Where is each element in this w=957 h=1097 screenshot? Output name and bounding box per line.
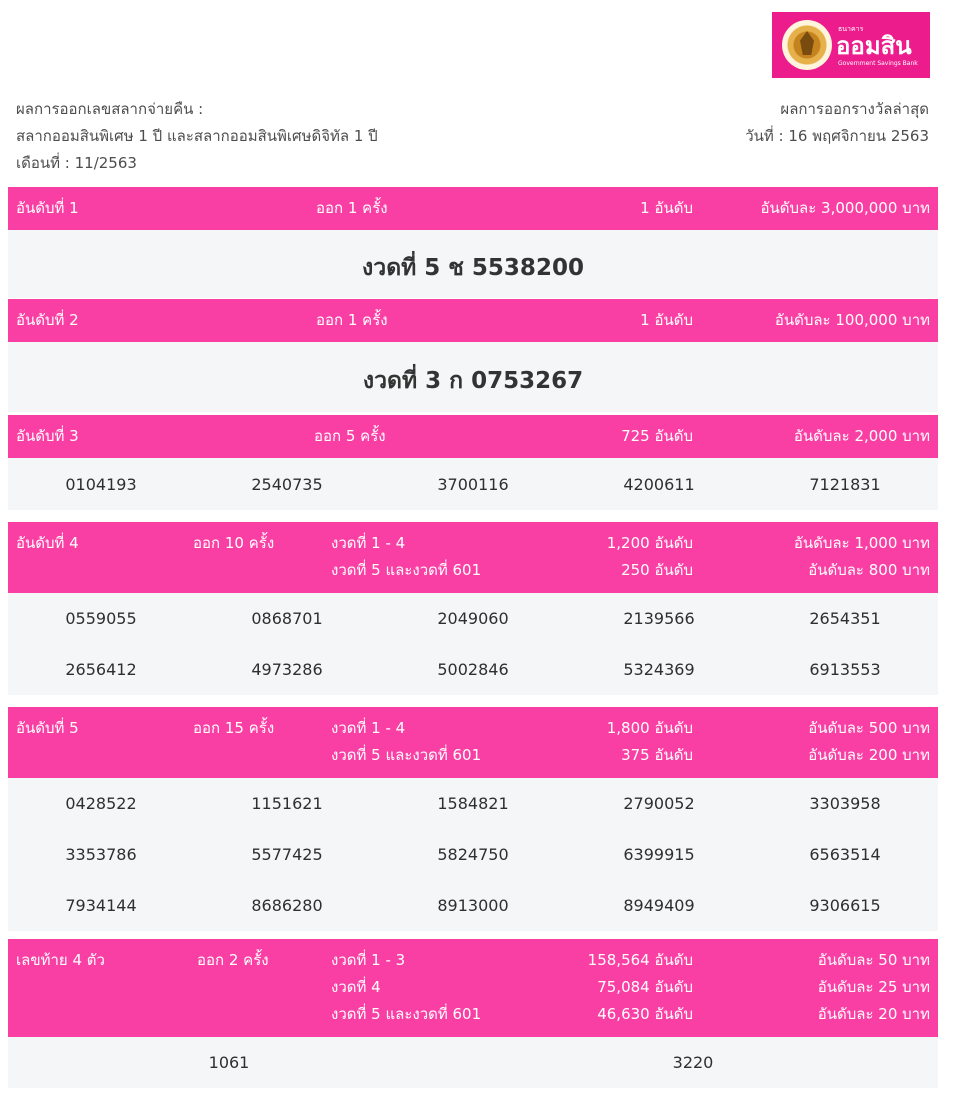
winning-number: 2049060 [437,609,509,628]
winning-numbers [8,458,938,510]
prize-winner-count: 725 อันดับ [621,427,693,445]
prize-amount: อันดับละ 1,000 บาท [793,534,930,552]
winning-number: 5002846 [437,660,509,679]
prize-header [8,939,938,1037]
winning-numbers [8,778,938,931]
winning-number: 3353786 [65,845,137,864]
prize-header [8,187,938,230]
prize-draw-count: ออก 2 ครั้ง [197,951,269,969]
logo-name: ออมสิน [836,32,912,60]
prize-period: งวดที่ 5 และงวดที่ 601 [331,746,482,764]
winning-number: 2139566 [623,609,695,628]
prize-label: อันดับที่ 4 [16,534,79,552]
prize-period: งวดที่ 1 - 3 [331,951,406,969]
prize-header [8,299,938,342]
prize-winner-count: 1 อันดับ [640,199,693,217]
prize-period: งวดที่ 1 - 4 [331,534,406,552]
lottery-type: สลากออมสินพิเศษ 1 ปี และสลากออมสินพิเศษดิจิทัล 1 ปี [16,127,378,145]
winning-number: 0868701 [251,609,323,628]
winning-number: 2790052 [623,794,695,813]
winning-number: 4973286 [251,660,323,679]
prize-winner-count: 46,630 อันดับ [597,1005,693,1023]
prize-period: งวดที่ 4 [331,978,381,996]
winning-number: 4200611 [623,475,695,494]
prize-label: อันดับที่ 1 [16,199,79,217]
prize-draw-count: ออก 10 ครั้ง [193,534,275,552]
winning-number: 6913553 [809,660,881,679]
prize-header [8,522,938,593]
prize-result [8,342,938,412]
result-title: ผลการออกเลขสลากจ่ายคืน : [16,100,204,118]
bank-logo [772,12,930,78]
winning-number: 6399915 [623,845,695,864]
winning-number: 0104193 [65,475,137,494]
prize-amount: อันดับละ 25 บาท [817,978,930,996]
prize-amount: อันดับละ 50 บาท [817,951,930,969]
winning-number: 7121831 [809,475,881,494]
prize-result [8,230,938,298]
latest-draw-info [745,96,929,150]
winning-number: 7934144 [65,896,137,915]
prize-label: อันดับที่ 5 [16,719,79,737]
prize-amount: อันดับละ 500 บาท [808,719,930,737]
winning-number: 3220 [672,1053,714,1072]
prize-winner-count: 75,084 อันดับ [597,978,693,996]
prize-amount: อันดับละ 200 บาท [808,746,930,764]
winning-numbers [8,593,938,695]
prize-winner-count: 1,800 อันดับ [606,719,693,737]
bank-seal-icon [782,20,832,70]
winning-number: 9306615 [809,896,881,915]
logo-top-text: ธนาคาร [838,25,864,33]
winning-number: 5324369 [623,660,695,679]
prize-label: อันดับที่ 3 [16,427,79,445]
winning-number: 1061 [208,1053,250,1072]
latest-draw-title: ผลการออกรางวัลล่าสุด [780,100,929,118]
prize-amount: อันดับละ 3,000,000 บาท [760,199,930,217]
latest-draw-date: วันที่ : 16 พฤศจิกายน 2563 [745,127,929,145]
prize-winner-count: 158,564 อันดับ [587,951,693,969]
prize-label: เลขท้าย 4 ตัว [16,951,105,969]
winning-number: 6563514 [809,845,881,864]
prize-amount: อันดับละ 100,000 บาท [774,311,930,329]
winning-number: 8913000 [437,896,509,915]
winning-number: งวดที่ 3 ก 0753267 [362,368,584,394]
prize-draw-count: ออก 1 ครั้ง [316,199,388,217]
winning-numbers [8,1037,938,1088]
lottery-info [16,96,378,177]
winning-number: 2540735 [251,475,323,494]
prize-draw-count: ออก 1 ครั้ง [316,311,388,329]
prize-winner-count: 375 อันดับ [621,746,693,764]
winning-number: 3303958 [809,794,881,813]
prize-winner-count: 250 อันดับ [621,561,693,579]
prize-amount: อันดับละ 2,000 บาท [793,427,930,445]
prize-period: งวดที่ 1 - 4 [331,719,406,737]
winning-number: 8686280 [251,896,323,915]
winning-number: 5824750 [437,845,509,864]
prize-amount: อันดับละ 800 บาท [808,561,930,579]
logo-sub-text: Government Savings Bank [838,60,918,67]
winning-number: 0428522 [65,794,137,813]
prize-draw-count: ออก 15 ครั้ง [193,719,275,737]
prize-winner-count: 1 อันดับ [640,311,693,329]
winning-number: 5577425 [251,845,323,864]
winning-number: งวดที่ 5 ช 5538200 [362,255,584,281]
winning-number: 2654351 [809,609,881,628]
prize-draw-count: ออก 5 ครั้ง [314,427,386,445]
prize-header [8,707,938,778]
prize-amount: อันดับละ 20 บาท [817,1005,930,1023]
prize-winner-count: 1,200 อันดับ [606,534,693,552]
winning-number: 1584821 [437,794,509,813]
prize-period: งวดที่ 5 และงวดที่ 601 [331,561,482,579]
prize-period: งวดที่ 5 และงวดที่ 601 [331,1005,482,1023]
winning-number: 8949409 [623,896,695,915]
result-month: เดือนที่ : 11/2563 [16,154,137,172]
prize-header [8,415,938,458]
winning-number: 3700116 [437,475,509,494]
winning-number: 0559055 [65,609,137,628]
winning-number: 1151621 [251,794,323,813]
winning-number: 2656412 [65,660,137,679]
prize-label: อันดับที่ 2 [16,311,79,329]
